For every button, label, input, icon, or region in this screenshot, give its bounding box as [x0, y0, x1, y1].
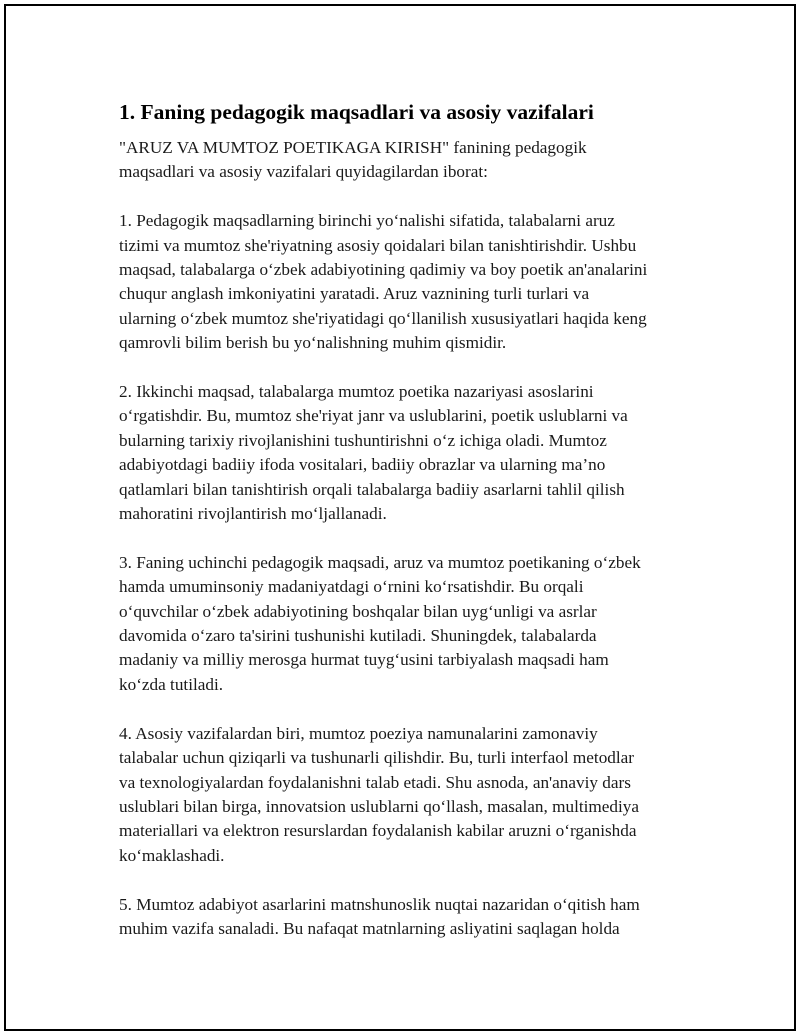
paragraph-line: 3. Faning uchinchi pedagogik maqsadi, aruz va mumtoz poetikaning o‘zbek: [119, 552, 641, 572]
paragraph-line: qamrovli bilim berish bu yo‘nalishning muhim qismidir.: [119, 333, 507, 353]
paragraph-line: maqsadlari va asosiy vazifalari quyidagilardan iborat:: [119, 162, 488, 182]
paragraph-line: mahoratini rivojlantirish mo‘ljallanadi.: [119, 504, 387, 524]
intro-paragraph: [119, 136, 699, 185]
paragraph-line: ko‘zda tutiladi.: [119, 674, 224, 694]
paragraph-5: [119, 893, 699, 942]
paragraph-line: talabalar uchun qiziqarli va tushunarli qilishdir. Bu, turli interfaol metodlar: [119, 748, 635, 768]
paragraph-line: o‘quvchilar o‘zbek adabiyotining boshqalar bilan uyg‘unligi va asrlar: [119, 601, 597, 621]
paragraph-line: bularning tarixiy rivojlanishini tushuntirishni o‘z ichiga oladi. Mumtoz: [119, 430, 607, 450]
paragraph-line: tizimi va mumtoz she'riyatning asosiy qoidalari bilan tanishtirishdir. Ushbu: [119, 235, 637, 255]
paragraph-line: o‘rgatishdir. Bu, mumtoz she'riyat janr va uslublarini, poetik uslublarni va: [119, 406, 628, 426]
paragraph-line: materiallari va elektron resurslardan foydalanish kabilar aruzni o‘rganishda: [119, 821, 637, 841]
paragraph-line: uslublari bilan birga, innovatsion uslublarni qo‘llash, masalan, multimediya: [119, 796, 639, 816]
paragraph-line: 2. Ikkinchi maqsad, talabalarga mumtoz poetika nazariyasi asoslarini: [119, 382, 594, 402]
paragraph-1: [119, 209, 699, 355]
paragraph-line: hamda umuminsoniy madaniyatdagi o‘rnini ko‘rsatishdir. Bu orqali: [119, 577, 584, 597]
paragraph-line: "ARUZ VA MUMTOZ POETIKAGA KIRISH" fanining pedagogik: [119, 138, 587, 157]
paragraph-line: ko‘maklashadi.: [119, 845, 225, 865]
paragraph-line: va texnologiyalardan foydalanishni talab etadi. Shu asnoda, an'anaviy dars: [119, 772, 631, 792]
document-body: [119, 98, 699, 966]
paragraph-line: 5. Mumtoz adabiyot asarlarini matnshunoslik nuqtai nazaridan o‘qitish ham: [119, 894, 640, 914]
paragraph-line: davomida o‘zaro ta'sirini tushunishi kutiladi. Shuningdek, talabalarda: [119, 626, 597, 646]
paragraph-line: 1. Pedagogik maqsadlarning birinchi yo‘nalishi sifatida, talabalarni aruz: [119, 211, 615, 231]
paragraph-line: adabiyotdagi badiiy ifoda vositalari, badiiy obrazlar va ularning ma’no: [119, 455, 606, 475]
paragraph-line: madaniy va milliy merosga hurmat tuyg‘usini tarbiyalash maqsadi ham: [119, 650, 609, 670]
paragraph-2: [119, 380, 699, 526]
page-frame: [4, 4, 796, 1031]
paragraph-3: [119, 551, 699, 697]
paragraph-line: chuqur anglash imkoniyatini yaratadi. Aruz vaznining turli turlari va: [119, 284, 590, 304]
paragraph-line: muhim vazifa sanaladi. Bu nafaqat matnlarning asliyatini saqlagan holda: [119, 918, 620, 938]
paragraph-line: ularning o‘zbek mumtoz she'riyatidagi qo‘llanilish xususiyatlari haqida keng: [119, 308, 647, 328]
paragraph-line: qatlamlari bilan tanishtirish orqali talabalarga badiiy asarlarni tahlil qilish: [119, 479, 625, 499]
paragraph-line: maqsad, talabalarga o‘zbek adabiyotining qadimiy va boy poetik an'analarini: [119, 260, 648, 280]
section-heading: 1. Faning pedagogik maqsadlari va asosiy vazifalari: [119, 100, 594, 124]
paragraph-line: 4. Asosiy vazifalardan biri, mumtoz poeziya namunalarini zamonaviy: [119, 723, 598, 743]
paragraph-4: [119, 722, 699, 868]
